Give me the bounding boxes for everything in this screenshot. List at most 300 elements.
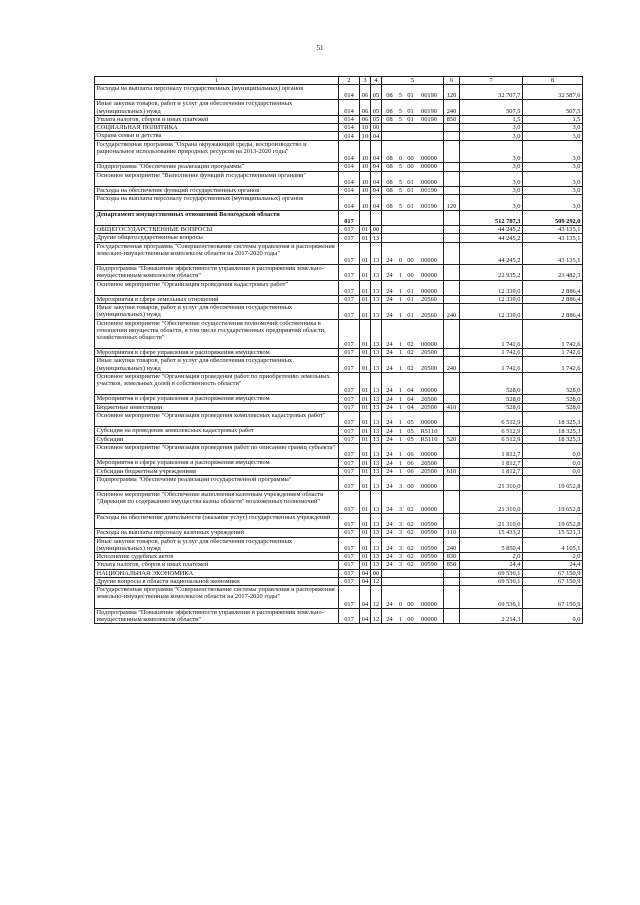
amount-year2-cell: 3,0 xyxy=(523,140,583,163)
expense-type-cell xyxy=(444,569,460,577)
subsection-code-cell: 13 xyxy=(371,395,382,403)
section-code-cell: 01 xyxy=(360,411,371,426)
target-article-cell xyxy=(382,280,444,295)
ved-code-cell: 017 xyxy=(339,242,360,265)
target-article-part: 00 xyxy=(407,615,414,623)
ved-code-cell: 014 xyxy=(339,140,360,163)
target-article-cell xyxy=(382,552,444,560)
target-article-part: 0 xyxy=(398,600,403,608)
target-article-part: 1 xyxy=(398,364,403,372)
section-code-cell: 01 xyxy=(360,475,371,490)
subsection-code-cell: 13 xyxy=(371,513,382,528)
amount-year1-cell: 528,0 xyxy=(460,395,523,403)
amount-year1-cell: 69 536,1 xyxy=(460,577,523,585)
target-article-cell xyxy=(382,537,444,552)
amount-year1-cell: 12 339,0 xyxy=(460,304,523,319)
section-code-cell: 10 xyxy=(360,124,371,132)
amount-year1-cell: 3,0 xyxy=(460,171,523,186)
amount-year2-cell: 1,5 xyxy=(523,115,583,123)
target-article-part: 04 xyxy=(407,387,414,395)
item-name-cell: НАЦИОНАЛЬНАЯ ЭКОНОМИКА xyxy=(95,569,339,577)
target-article-part: 0 xyxy=(398,155,403,163)
table-row xyxy=(95,475,583,490)
amount-year2-cell: 43 135,1 xyxy=(523,242,583,265)
expense-type-cell xyxy=(444,226,460,234)
ved-code-cell: 017 xyxy=(339,475,360,490)
header-cell: 5 xyxy=(382,77,444,85)
target-article-cell xyxy=(382,467,444,475)
target-article-part: 00190 xyxy=(421,202,437,210)
subsection-code-cell: 04 xyxy=(371,195,382,210)
item-name-cell: Основное мероприятие "Организация проведения работ по описанию границ субъекта" xyxy=(95,443,339,458)
target-article-part: 00000 xyxy=(421,178,437,186)
target-article-part: 02 xyxy=(407,341,414,349)
table-row xyxy=(95,467,583,475)
item-name-cell: Мероприятия в сфере управления и распоряжения имуществом xyxy=(95,459,339,467)
target-article-cell xyxy=(382,357,444,372)
ved-code-cell: 014 xyxy=(339,186,360,194)
target-article-cell xyxy=(382,586,444,609)
amount-year2-cell: 0,0 xyxy=(523,467,583,475)
target-article-part: 02 xyxy=(407,529,414,537)
item-name-cell: Охрана семьи и детства xyxy=(95,132,339,140)
table-row xyxy=(95,210,583,225)
amount-year2-cell: 24,4 xyxy=(523,561,583,569)
target-article-part: 1 xyxy=(398,296,403,304)
section-code-cell: 01 xyxy=(360,295,371,303)
section-code-cell: 10 xyxy=(360,171,371,186)
table-row xyxy=(95,427,583,435)
target-article-part: 24 xyxy=(386,544,393,552)
subsection-code-cell: 13 xyxy=(371,435,382,443)
target-article-part: R5110 xyxy=(420,427,438,435)
target-article-part: 24 xyxy=(386,419,393,427)
target-article-cell xyxy=(382,132,444,140)
subsection-code-cell: 04 xyxy=(371,171,382,186)
target-article-part: 24 xyxy=(386,561,393,569)
amount-year2-cell: 19 652,8 xyxy=(523,475,583,490)
amount-year1-cell: 6 512,9 xyxy=(460,427,523,435)
target-article-cell xyxy=(382,295,444,303)
section-code-cell: 01 xyxy=(360,242,371,265)
target-article-part: 5 xyxy=(398,178,403,186)
amount-year2-cell: 507,5 xyxy=(523,100,583,115)
header-cell: 7 xyxy=(460,77,523,85)
target-article-part: 00 xyxy=(407,600,414,608)
header-cell: 6 xyxy=(444,77,460,85)
target-article-part: 01 xyxy=(407,202,414,210)
target-article-part: 20500 xyxy=(421,395,437,403)
ved-code-cell: 017 xyxy=(339,435,360,443)
target-article-part: 1 xyxy=(398,395,403,403)
section-code-cell: 01 xyxy=(360,349,371,357)
item-name-cell: Иные закупки товаров, работ и услуг для обеспечения государственных (муниципальных) нужд xyxy=(95,100,339,115)
table-row xyxy=(95,163,583,171)
item-name-cell: Уплата налогов, сборов и иных платежей xyxy=(95,561,339,569)
section-code-cell: 06 xyxy=(360,100,371,115)
target-article-part: 05 xyxy=(407,419,414,427)
target-article-part: 24 xyxy=(386,341,393,349)
item-name-cell: Государственная программа "Совершенствование системы управления и распоряжения земельно-имущественным комплексом области на 2017-2020 годы" xyxy=(95,586,339,609)
target-article-part: 24 xyxy=(386,600,393,608)
section-code-cell: 01 xyxy=(360,234,371,242)
expense-type-cell xyxy=(444,513,460,528)
amount-year1-cell: 69 536,1 xyxy=(460,586,523,609)
amount-year2-cell: 3,0 xyxy=(523,163,583,171)
amount-year1-cell: 12 339,0 xyxy=(460,280,523,295)
ved-code-cell: 017 xyxy=(339,552,360,560)
ved-code-cell: 017 xyxy=(339,443,360,458)
target-article-part: 1 xyxy=(398,427,403,435)
item-name-cell: Мероприятия в сфере управления и распоряжения имуществом xyxy=(95,395,339,403)
target-article-part: 24 xyxy=(386,349,393,357)
target-article-cell xyxy=(382,395,444,403)
section-code-cell: 10 xyxy=(360,195,371,210)
target-article-part: 01 xyxy=(407,178,414,186)
ved-code-cell: 017 xyxy=(339,295,360,303)
target-article-part: 00000 xyxy=(421,483,437,491)
target-article-cell xyxy=(382,349,444,357)
target-article-part: 5 xyxy=(398,92,403,100)
expense-type-cell xyxy=(444,475,460,490)
ved-code-cell: 017 xyxy=(339,304,360,319)
subsection-code-cell: 13 xyxy=(371,304,382,319)
target-article-part: 08 xyxy=(386,163,393,171)
target-article-part: 24 xyxy=(386,483,393,491)
target-article-part: 02 xyxy=(407,544,414,552)
subsection-code-cell: 13 xyxy=(371,280,382,295)
target-article-part: 06 xyxy=(407,467,414,475)
target-article-cell xyxy=(382,443,444,458)
header-cell: 3 xyxy=(360,77,371,85)
item-name-cell: Основное мероприятие "Организация проведения комплексных кадастровых работ" xyxy=(95,411,339,426)
target-article-part: 00000 xyxy=(421,163,437,171)
ved-code-cell: 014 xyxy=(339,171,360,186)
ved-code-cell: 017 xyxy=(339,577,360,585)
subsection-code-cell: 13 xyxy=(371,459,382,467)
ved-code-cell: 017 xyxy=(339,349,360,357)
target-article-part: 00000 xyxy=(421,600,437,608)
target-article-part: 24 xyxy=(386,287,393,295)
target-article-cell xyxy=(382,491,444,514)
ved-code-cell: 017 xyxy=(339,372,360,395)
table-row xyxy=(95,319,583,349)
subsection-code-cell: 05 xyxy=(371,115,382,123)
subsection-code-cell: 13 xyxy=(371,537,382,552)
target-article-part: 5 xyxy=(398,163,403,171)
target-article-part: 24 xyxy=(386,521,393,529)
table-header-row xyxy=(95,77,583,85)
expense-type-cell xyxy=(444,186,460,194)
target-article-part: 00590 xyxy=(421,553,437,561)
target-article-part: 24 xyxy=(386,529,393,537)
amount-year1-cell: 1 812,7 xyxy=(460,443,523,458)
section-code-cell: 01 xyxy=(360,537,371,552)
target-article-part: 00 xyxy=(407,257,414,265)
section-code-cell: 01 xyxy=(360,467,371,475)
item-name-cell: Основное мероприятие "Организация проведения работ по приобретению земельных участков, земельных долей в собственность области" xyxy=(95,372,339,395)
target-article-part: 00000 xyxy=(421,505,437,513)
target-article-part: 01 xyxy=(407,116,414,124)
subsection-code-cell: 13 xyxy=(371,411,382,426)
target-article-part: 04 xyxy=(407,395,414,403)
table-row xyxy=(95,195,583,210)
target-article-cell xyxy=(382,569,444,577)
amount-year2-cell: 3,0 xyxy=(523,132,583,140)
amount-year2-cell: 67 150,9 xyxy=(523,569,583,577)
target-article-part: 00190 xyxy=(421,187,437,195)
amount-year1-cell: 2 214,3 xyxy=(460,608,523,623)
target-article-cell xyxy=(382,475,444,490)
subsection-code-cell: 04 xyxy=(371,140,382,163)
target-article-part: 05 xyxy=(407,427,414,435)
target-article-part: 05 xyxy=(407,435,414,443)
subsection-code-cell: 13 xyxy=(371,372,382,395)
target-article-part: 02 xyxy=(407,521,414,529)
amount-year1-cell: 12 339,0 xyxy=(460,295,523,303)
target-article-part: 00 xyxy=(407,272,414,280)
section-code-cell: 01 xyxy=(360,561,371,569)
section-code-cell: 01 xyxy=(360,395,371,403)
expense-type-cell: 240 xyxy=(444,537,460,552)
table-row xyxy=(95,140,583,163)
item-name-cell: Расходы на выплаты персоналу государственных (муниципальных) органов xyxy=(95,85,339,100)
table-row xyxy=(95,132,583,140)
table-row xyxy=(95,569,583,577)
target-article-cell xyxy=(382,529,444,537)
target-article-part: 01 xyxy=(407,287,414,295)
amount-year2-cell: 3,0 xyxy=(523,171,583,186)
amount-year1-cell: 528,0 xyxy=(460,403,523,411)
header-cell: 8 xyxy=(523,77,583,85)
subsection-code-cell: 12 xyxy=(371,608,382,623)
target-article-part: 00000 xyxy=(421,287,437,295)
target-article-part: 02 xyxy=(407,505,414,513)
table-row xyxy=(95,349,583,357)
item-name-cell: Государственная программа "Охрана окружающей среды, воспроизводство и рациональное использование природных ресурсов на 2013-2020 годы" xyxy=(95,140,339,163)
section-code-cell: 04 xyxy=(360,586,371,609)
amount-year2-cell: 23 482,3 xyxy=(523,265,583,280)
amount-year1-cell: 1 812,7 xyxy=(460,459,523,467)
amount-year2-cell: 18 325,3 xyxy=(523,427,583,435)
item-name-cell: Уплата налогов, сборов и иных платежей xyxy=(95,115,339,123)
target-article-part: 00190 xyxy=(421,116,437,124)
subsection-code-cell: 13 xyxy=(371,443,382,458)
target-article-part: 08 xyxy=(386,107,393,115)
amount-year2-cell: 19 652,8 xyxy=(523,491,583,514)
target-article-part: 08 xyxy=(386,155,393,163)
ved-code-cell: 017 xyxy=(339,226,360,234)
table-row xyxy=(95,537,583,552)
ved-code-cell: 017 xyxy=(339,265,360,280)
target-article-part: 1 xyxy=(398,387,403,395)
table-row xyxy=(95,552,583,560)
target-article-part: 24 xyxy=(386,311,393,319)
subsection-code-cell: 13 xyxy=(371,561,382,569)
item-name-cell: Подпрограмма "Повышение эффективности управления и распоряжения земельно-имущественным комплексом области" xyxy=(95,608,339,623)
section-code-cell: 01 xyxy=(360,443,371,458)
amount-year1-cell: 32 707,7 xyxy=(460,85,523,100)
amount-year1-cell: 44 245,2 xyxy=(460,234,523,242)
ved-code-cell: 017 xyxy=(339,280,360,295)
expense-type-cell: 520 xyxy=(444,435,460,443)
target-article-part: 20560 xyxy=(421,311,437,319)
expense-type-cell xyxy=(444,124,460,132)
expense-type-cell: 610 xyxy=(444,467,460,475)
target-article-part: 1 xyxy=(398,272,403,280)
ved-code-cell: 017 xyxy=(339,319,360,349)
target-article-cell xyxy=(382,242,444,265)
expense-type-cell xyxy=(444,295,460,303)
table-row xyxy=(95,124,583,132)
table-row xyxy=(95,435,583,443)
target-article-cell xyxy=(382,210,444,225)
target-article-part: 5 xyxy=(398,116,403,124)
section-code-cell: 01 xyxy=(360,226,371,234)
table-row xyxy=(95,491,583,514)
amount-year2-cell: 32 587,6 xyxy=(523,85,583,100)
target-article-part: 0 xyxy=(398,257,403,265)
target-article-cell xyxy=(382,435,444,443)
amount-year2-cell: 3,0 xyxy=(523,186,583,194)
target-article-cell xyxy=(382,372,444,395)
target-article-part: 1 xyxy=(398,403,403,411)
target-article-part: 3 xyxy=(398,561,403,569)
section-code-cell: 04 xyxy=(360,569,371,577)
table-row xyxy=(95,234,583,242)
table-row xyxy=(95,242,583,265)
item-name-cell: Субсидия на проведение комплексных кадастровых работ xyxy=(95,427,339,435)
target-article-part: 20560 xyxy=(421,296,437,304)
target-article-part: 01 xyxy=(407,107,414,115)
ved-code-cell: 017 xyxy=(339,234,360,242)
expense-type-cell xyxy=(444,140,460,163)
section-code-cell: 01 xyxy=(360,552,371,560)
subsection-code-cell: 13 xyxy=(371,319,382,349)
target-article-part: 00190 xyxy=(421,107,437,115)
amount-year1-cell: 6 512,9 xyxy=(460,411,523,426)
amount-year1-cell: 512 787,3 xyxy=(460,210,523,225)
ved-code-cell: 014 xyxy=(339,115,360,123)
amount-year1-cell: 3,0 xyxy=(460,195,523,210)
subsection-code-cell: 04 xyxy=(371,163,382,171)
target-article-part: 24 xyxy=(386,272,393,280)
amount-year2-cell: 1 742,6 xyxy=(523,357,583,372)
expense-type-cell: 120 xyxy=(444,85,460,100)
target-article-part: 24 xyxy=(386,505,393,513)
subsection-code-cell: 05 xyxy=(371,100,382,115)
amount-year2-cell: 43 135,1 xyxy=(523,226,583,234)
target-article-part: 00590 xyxy=(421,529,437,537)
amount-year2-cell: 2 886,4 xyxy=(523,295,583,303)
item-name-cell: Подпрограмма "Повышение эффективности управления и распоряжения земельно-имущественным комплексом области" xyxy=(95,265,339,280)
target-article-part: 02 xyxy=(407,561,414,569)
table-row xyxy=(95,295,583,303)
amount-year1-cell: 3,0 xyxy=(460,132,523,140)
target-article-part: 20500 xyxy=(421,403,437,411)
header-cell: 2 xyxy=(339,77,360,85)
expense-type-cell xyxy=(444,280,460,295)
subsection-code-cell: 13 xyxy=(371,234,382,242)
subsection-code-cell: 12 xyxy=(371,586,382,609)
ved-code-cell: 017 xyxy=(339,608,360,623)
target-article-cell xyxy=(382,427,444,435)
expense-type-cell: 110 xyxy=(444,529,460,537)
table-row xyxy=(95,171,583,186)
subsection-code-cell: 05 xyxy=(371,85,382,100)
section-code-cell: 06 xyxy=(360,85,371,100)
item-name-cell: Основное мероприятие "Обеспечение выполнения казенным учреждением области "Дирекция по содержанию имущества казны области" возложенных полномочий" xyxy=(95,491,339,514)
amount-year2-cell: 0,0 xyxy=(523,459,583,467)
item-name-cell: Департамент имущественных отношений Вологодской области xyxy=(95,210,339,225)
target-article-cell xyxy=(382,234,444,242)
target-article-cell xyxy=(382,319,444,349)
table-row xyxy=(95,459,583,467)
item-name-cell: Другие общегосударственные вопросы xyxy=(95,234,339,242)
target-article-part: 24 xyxy=(386,387,393,395)
target-article-part: 00000 xyxy=(421,272,437,280)
target-article-part: 1 xyxy=(398,459,403,467)
table-row xyxy=(95,265,583,280)
budget-table xyxy=(94,76,583,624)
table-row xyxy=(95,513,583,528)
target-article-part: 24 xyxy=(386,403,393,411)
amount-year1-cell: 1 742,6 xyxy=(460,319,523,349)
expense-type-cell xyxy=(444,443,460,458)
target-article-part: 20500 xyxy=(421,349,437,357)
item-name-cell: ОБЩЕГОСУДАРСТВЕННЫЕ ВОПРОСЫ xyxy=(95,226,339,234)
target-article-part: 20500 xyxy=(421,364,437,372)
table-row xyxy=(95,372,583,395)
ved-code-cell: 014 xyxy=(339,85,360,100)
target-article-part: 00 xyxy=(407,155,414,163)
ved-code-cell: 014 xyxy=(339,163,360,171)
target-article-cell xyxy=(382,140,444,163)
item-name-cell: Расходы на обеспечение деятельности (оказание услуг) государственных учреждений xyxy=(95,513,339,528)
target-article-part: 24 xyxy=(386,553,393,561)
subsection-code-cell: 13 xyxy=(371,295,382,303)
amount-year1-cell: 3,0 xyxy=(460,163,523,171)
section-code-cell: 01 xyxy=(360,529,371,537)
target-article-cell xyxy=(382,265,444,280)
section-code-cell xyxy=(360,210,371,225)
target-article-part: 24 xyxy=(386,459,393,467)
section-code-cell: 01 xyxy=(360,319,371,349)
subsection-code-cell: 13 xyxy=(371,475,382,490)
target-article-cell xyxy=(382,459,444,467)
target-article-part: 1 xyxy=(398,287,403,295)
ved-code-cell: 014 xyxy=(339,132,360,140)
expense-type-cell xyxy=(444,427,460,435)
ved-code-cell: 014 xyxy=(339,100,360,115)
section-code-cell: 01 xyxy=(360,280,371,295)
target-article-part: 24 xyxy=(386,296,393,304)
subsection-code-cell: 00 xyxy=(371,226,382,234)
expense-type-cell xyxy=(444,586,460,609)
expense-type-cell xyxy=(444,577,460,585)
subsection-code-cell: 13 xyxy=(371,491,382,514)
target-article-part: 01 xyxy=(407,92,414,100)
target-article-cell xyxy=(382,226,444,234)
item-name-cell: Расходы на выплаты персоналу казенных учреждений xyxy=(95,529,339,537)
amount-year1-cell: 1 742,6 xyxy=(460,357,523,372)
table-row xyxy=(95,395,583,403)
target-article-part: 24 xyxy=(386,257,393,265)
item-name-cell: Бюджетные инвестиции xyxy=(95,403,339,411)
amount-year2-cell: 3,0 xyxy=(523,195,583,210)
subsection-code-cell: 13 xyxy=(371,242,382,265)
item-name-cell: Расходы на обеспечение функций государственных органов xyxy=(95,186,339,194)
